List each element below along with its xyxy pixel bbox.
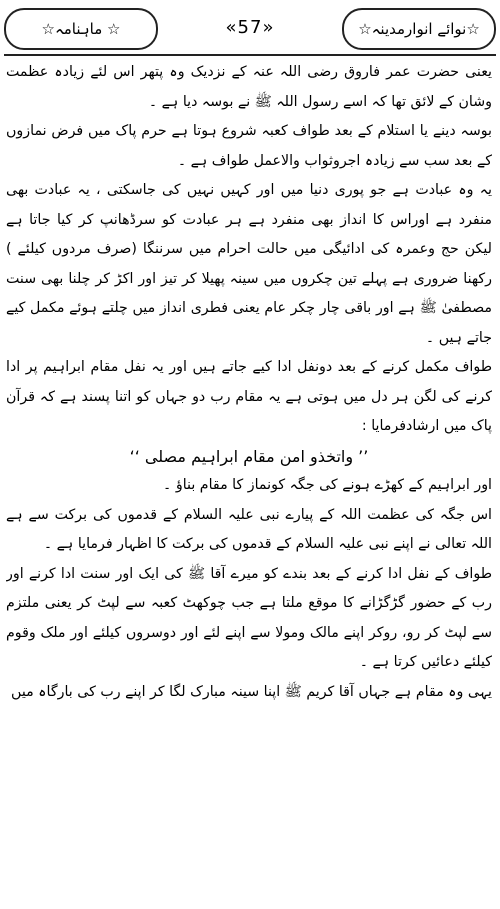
- header-divider: [4, 54, 496, 56]
- paragraph: اس جگہ کی عظمت اللہ کے پیارے نبی علیہ السلام کے قدموں کی برکت سے ہے اللہ تعالی نے اپنے نبی علیہ السلام کے قدموں کی برکت کا اظہار فرمایا ہے ۔: [6, 506, 492, 552]
- magazine-name: ☆ ماہنامہ☆: [41, 20, 121, 38]
- quran-verse: ’’ واتخذو امن مقام ابراہیم مصلی ‘‘: [129, 446, 369, 466]
- paragraph: اور ابراہیم کے کھڑے ہونے کی جگہ کونماز کا مقام بناؤ ۔: [163, 477, 492, 493]
- paragraph: طواف کے نفل ادا کرنے کے بعد بندے کو میرے آقا ﷺ کی ایک اور سنت ادا کرنے اور رب کے حضور گڑگڑانے کا موقع ملتا ہے جب چوکھٹ کعبہ سے لپٹ کر یعنی ملتزم سے لپٹ کر رو، روکر اپنے مالک ومولا سے اپنے لئے اور دوسروں کیلئے اور ملک وقوم کیلئے دعائیں کرتا ہے ۔: [6, 565, 492, 670]
- paragraph: طواف مکمل کرنے کے بعد دونفل ادا کیے جاتے ہیں اور یہ نفل مقام ابراہیم پر ادا کرنے کی لگن ہر دل میں ہوتی ہے یہ مقام رب دو جہاں کو اتنا پسند ہے کہ قرآن پاک میں ارشادفرمایا :: [6, 359, 492, 434]
- page-header: [4, 4, 496, 54]
- paragraph: بوسہ دینے یا استلام کے بعد طواف کعبہ شروع ہوتا ہے حرم پاک میں فرض نمازوں کے بعد سب سے زیادہ اجروثواب والاعمل طواف ہے ۔: [6, 123, 492, 169]
- paragraph: یعنی حضرت عمر فاروق رضی اللہ عنہ کے نزدیک وہ پتھر اس لئے زیادہ عظمت وشان کے لائق تھا کہ اسے رسول اللہ ﷺ نے بوسہ دیا ہے ۔: [6, 64, 492, 110]
- article-body: [6, 58, 492, 906]
- page-number: «57»: [225, 16, 275, 38]
- publication-name: ☆نوائے انوارمدینہ☆: [358, 20, 480, 38]
- publication-name-badge: [342, 8, 496, 50]
- paragraph: یہی وہ مقام ہے جہاں آقا کریم ﷺ اپنا سینہ مبارک لگا کر اپنے رب کی بارگاہ میں: [11, 683, 492, 700]
- paragraph: یہ وہ عبادت ہے جو پوری دنیا میں اور کہیں نہیں کی جاسکتی ، یہ عبادت بھی منفرد ہے اوراس کا انداز بھی منفرد ہے ہر عبادت کو سرڈھانپ کر کیا جاتا ہے لیکن حج وعمرہ کی ادائیگی میں حالت احرام میں سرننگا (صرف مردوں کیلئے ) رکھنا ضروری ہے پہلے تین چکروں میں سینہ پھیلا کر تیز اور اکڑ کر چلنا بھی سنت مصطفیٰ ﷺ ہے اور باقی چار چکر عام یعنی فطری انداز میں چلتے ہوئے مکمل کیے جاتے ہیں ۔: [6, 182, 492, 346]
- magazine-name-badge: [4, 8, 158, 50]
